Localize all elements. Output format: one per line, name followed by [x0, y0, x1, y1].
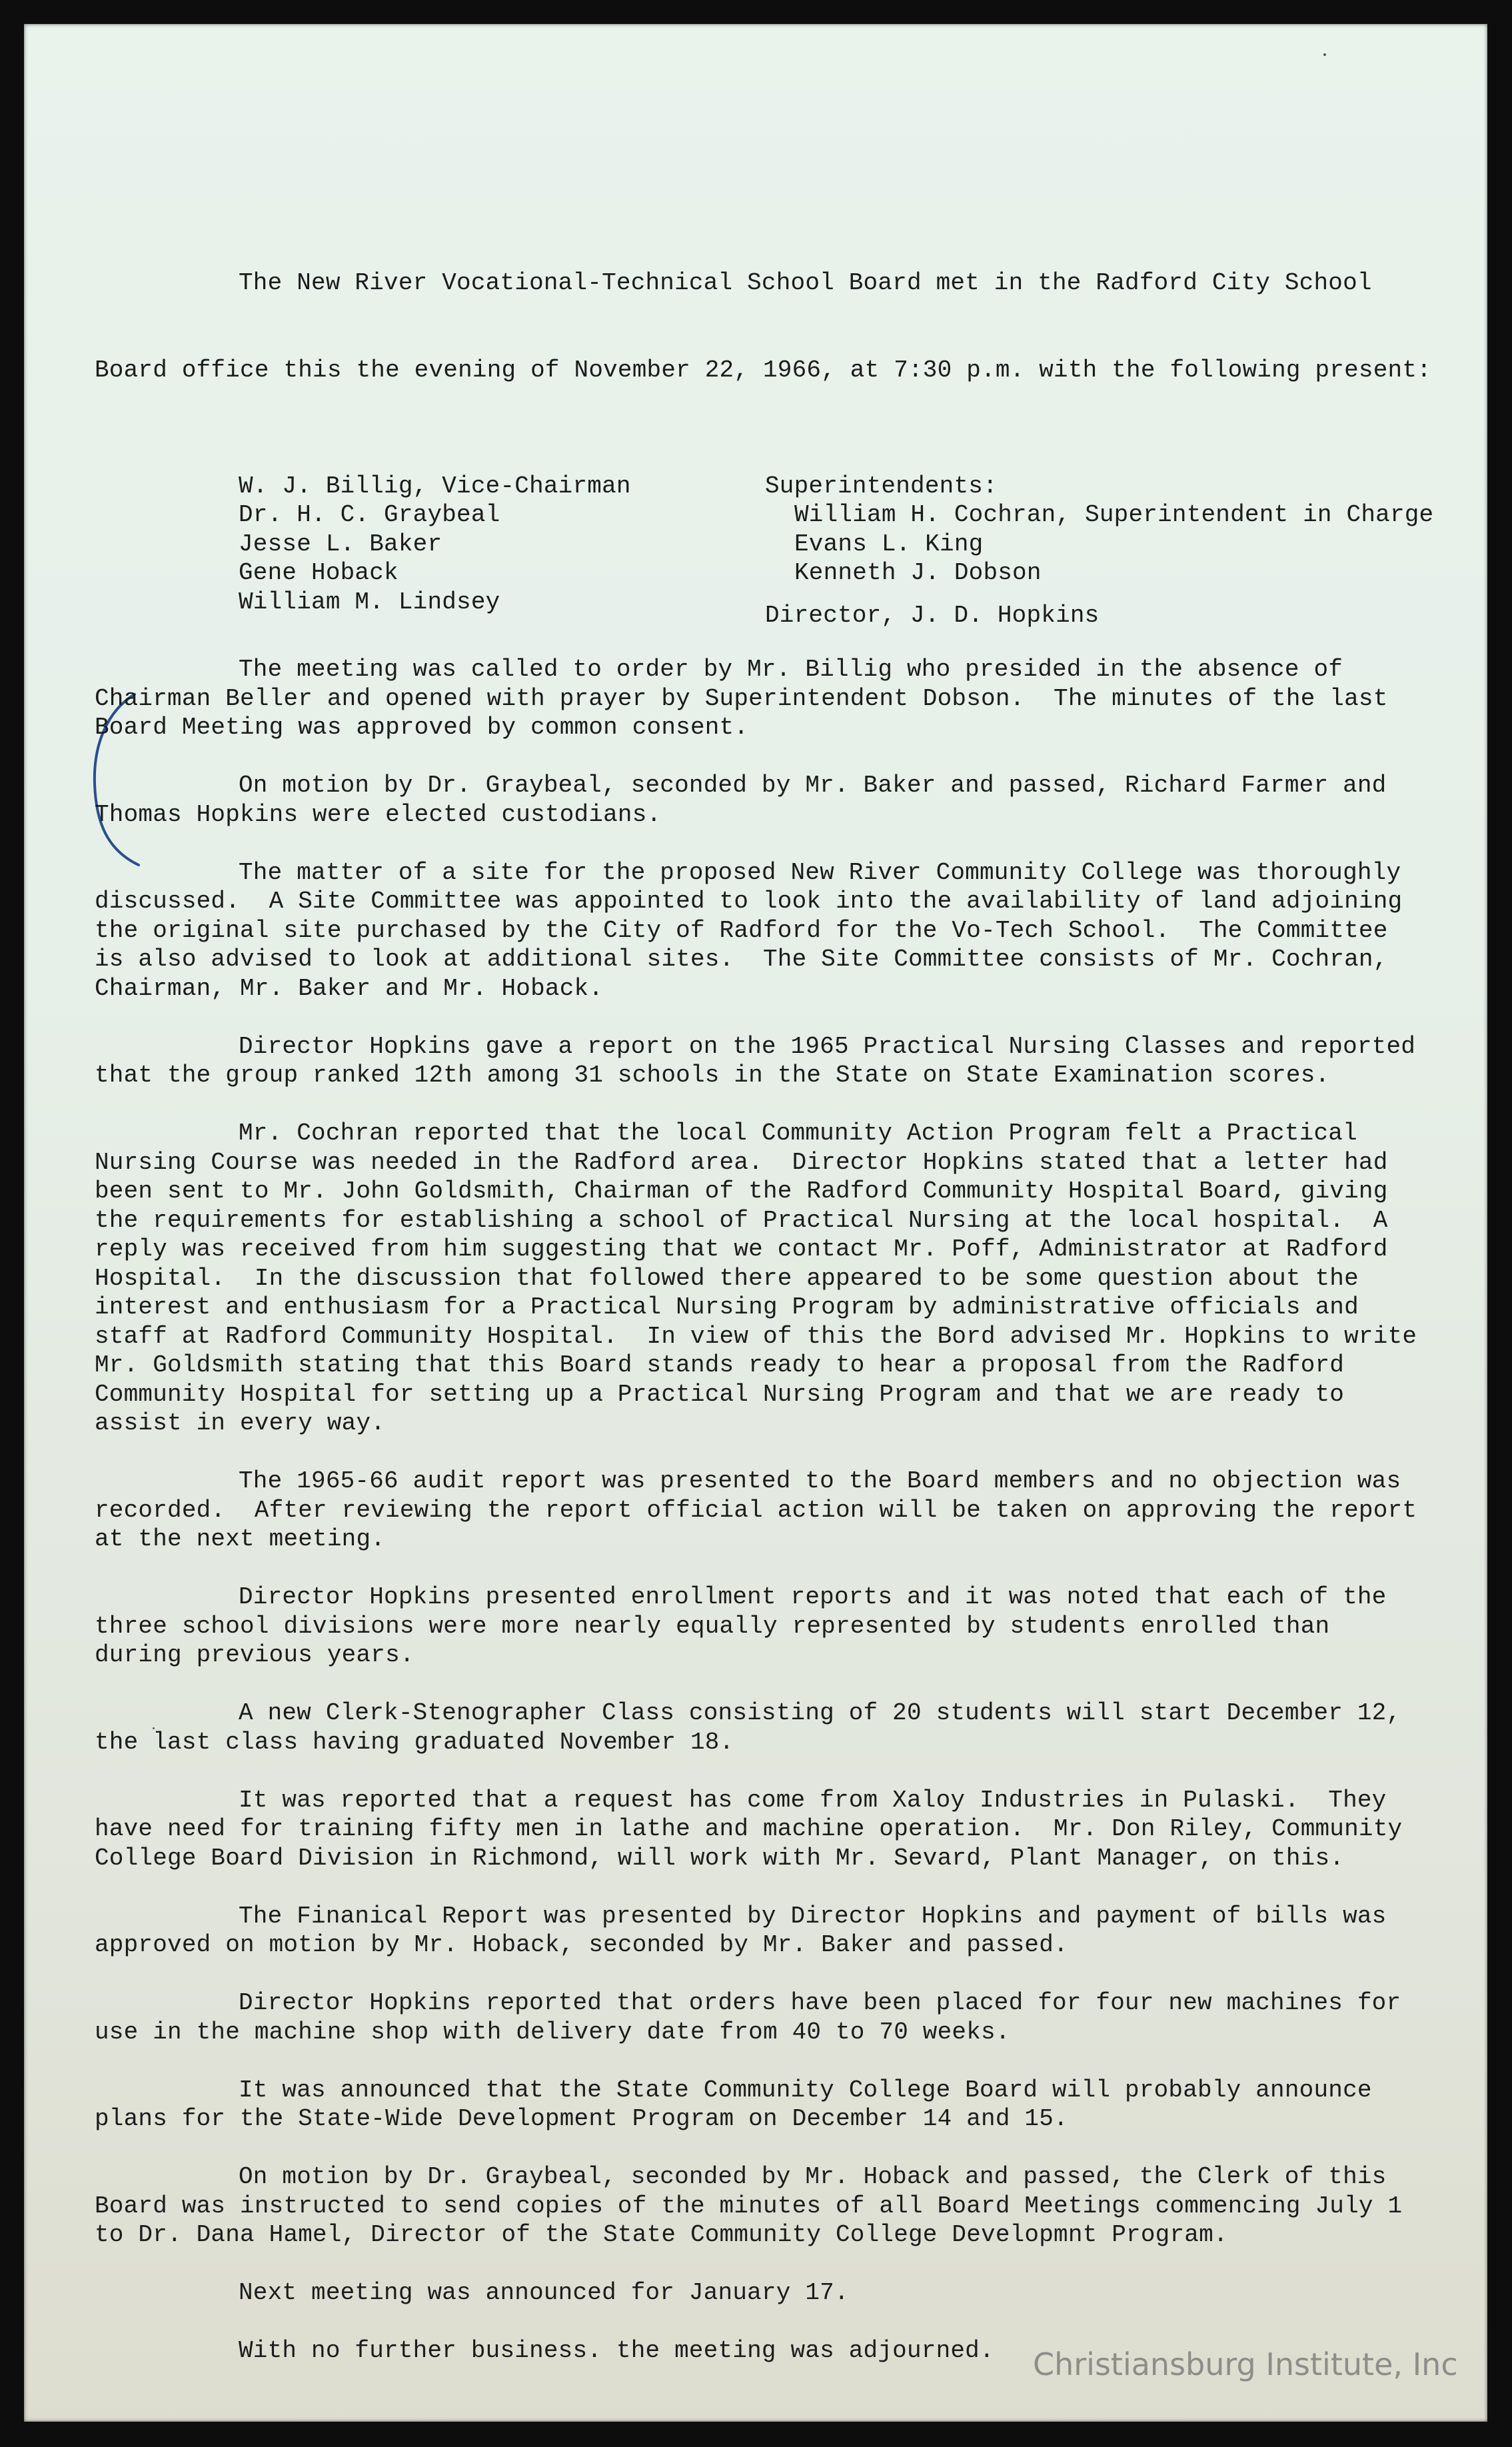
text-line: The matter of a site for the proposed New River Community College was thoroughly: [239, 858, 1401, 886]
attendance-block: [95, 472, 1447, 629]
member-name: W. J. Billig, Vice-Chairman: [239, 472, 631, 500]
text-line: Board was instructed to send copies of the minutes of all Board Meetings commencing July 1: [95, 2192, 1403, 2220]
text-line: assist in every way.: [95, 1409, 386, 1437]
text-line: plans for the State-Wide Development Program on December 14 and 15.: [95, 2105, 1068, 2132]
text-line: On motion by Dr. Graybeal, seconded by Mr. Hoback and passed, the Clerk of this: [239, 2163, 1387, 2190]
minutes-paragraph: [95, 2278, 1447, 2308]
minutes-paragraph: [95, 1583, 1447, 1670]
paper-speck: [1323, 53, 1326, 56]
minutes-paragraph: [95, 858, 1447, 1004]
text-line: that the group ranked 12th among 31 schools in the State on State Examination scores.: [95, 1062, 1330, 1089]
minutes-paragraph: [95, 2162, 1447, 2250]
text-line: use in the machine shop with delivery date from 40 to 70 weeks.: [95, 2018, 1010, 2046]
member-name: Jesse L. Baker: [239, 530, 442, 558]
text-line: Nursing Course was needed in the Radford area. Director Hopkins stated that a letter had: [95, 1148, 1388, 1176]
text-line: A new Clerk-Stenographer Class consisting of 20 students will start December 12,: [239, 1699, 1401, 1727]
text-line: three school divisions were more nearly equally represented by students enrolled than: [95, 1612, 1330, 1640]
text-line: the original site purchased by the City of Radford for the Vo-Tech School. The Committee: [95, 916, 1388, 944]
text-line: staff at Radford Community Hospital. In view of this the Bord advised Mr. Hopkins to write: [95, 1322, 1417, 1350]
text-line: Mr. Goldsmith stating that this Board stands ready to hear a proposal from the Radford: [95, 1351, 1345, 1379]
text-line: have need for training fifty men in lathe and machine operation. Mr. Don Riley, Community: [95, 1815, 1403, 1843]
text-line: interest and enthusiasm for a Practical Nursing Program by administrative officials and: [95, 1293, 1359, 1321]
text-line: The meeting was called to order by Mr. Billig who presided in the absence of: [239, 656, 1343, 683]
text-line: Director Hopkins presented enrollment reports and it was noted that each of the: [239, 1583, 1387, 1611]
text-line: On motion by Dr. Graybeal, seconded by Mr. Baker and passed, Richard Farmer and: [239, 772, 1387, 799]
minutes-paragraph: [95, 2076, 1447, 2134]
minutes-paragraph: [95, 655, 1447, 742]
superintendents-block: [765, 472, 1433, 630]
text-line: Chairman, Mr. Baker and Mr. Hoback.: [95, 974, 604, 1002]
text-line: recorded. After reviewing the report official action will be taken on approving the report: [95, 1496, 1417, 1524]
text-line: approved on motion by Mr. Hoback, seconded by Mr. Baker and passed.: [95, 1931, 1068, 1959]
superintendents-list: [765, 500, 1433, 588]
member-name: Gene Hoback: [239, 559, 398, 586]
text-line: to Dr. Dana Hamel, Director of the State Community College Developmnt Program.: [95, 2221, 1228, 2248]
minutes-paragraph: [95, 771, 1447, 829]
minutes-paragraph: [95, 1902, 1447, 1960]
text-line: discussed. A Site Committee was appointed to look into the availability of land adjoining: [95, 888, 1403, 915]
minutes-paragraph: [95, 1032, 1447, 1090]
superintendent-name: William H. Cochran, Superintendent in Charge: [794, 501, 1434, 528]
minutes-paragraph: [95, 1699, 1447, 1757]
text-line: Thomas Hopkins were elected custodians.: [95, 800, 662, 828]
superintendents-label: Superintendents:: [765, 472, 998, 500]
text-line: reply was received from him suggesting that we contact Mr. Poff, Administrator at Radford: [95, 1235, 1388, 1263]
text-line: is also advised to look at additional sites. The Site Committee consists of Mr. Cochran,: [95, 946, 1388, 973]
text-line: Chairman Beller and opened with prayer by Superintendent Dobson. The minutes of the last: [95, 684, 1388, 712]
board-members-list: [239, 472, 631, 617]
text-line: Community Hospital for setting up a Practical Nursing Program and that we are ready to: [95, 1380, 1345, 1408]
text-line: Hospital. In the discussion that followed there appeared to be some question about the: [95, 1264, 1359, 1292]
director-name: Director, J. D. Hopkins: [765, 601, 1100, 629]
member-name: Dr. H. C. Graybeal: [239, 501, 500, 528]
text-line: Mr. Cochran reported that the local Community Action Program felt a Practical: [239, 1120, 1357, 1147]
text-line: during previous years.: [95, 1641, 414, 1669]
text-line: Board office this the evening of November 22, 1966, at 7:30 p.m. with the following present:: [95, 356, 1431, 384]
text-line: at the next meeting.: [95, 1525, 386, 1553]
member-name: William M. Lindsey: [239, 588, 500, 616]
text-line: the last class having graduated November 18.: [95, 1728, 734, 1756]
document-page: [24, 24, 1487, 2422]
text-line: Next meeting was announced for January 17.: [239, 2279, 849, 2306]
text-line: College Board Division in Richmond, will work with Mr. Sevard, Plant Manager, on this.: [95, 1844, 1345, 1872]
minutes-paragraph: [95, 1119, 1447, 1438]
minutes-paragraph: [95, 1467, 1447, 1554]
text-line: Director Hopkins gave a report on the 1965 Practical Nursing Classes and reported: [239, 1032, 1416, 1060]
superintendent-name: Evans L. King: [794, 530, 984, 558]
text-line: It was announced that the State Community College Board will probably announce: [239, 2076, 1372, 2104]
intro-paragraph: [95, 211, 1447, 442]
minutes-paragraphs: [95, 655, 1447, 2366]
watermark-text: Christiansburg Institute, Inc: [1033, 2346, 1458, 2382]
text-line: been sent to Mr. John Goldsmith, Chairman of the Radford Community Hospital Board, giving: [95, 1178, 1388, 1205]
text-line: the requirements for establishing a school of Practical Nursing at the local hospital. A: [95, 1206, 1388, 1234]
text-line: With no further business. the meeting was adjourned.: [239, 2337, 994, 2364]
superintendent-name: Kenneth J. Dobson: [794, 559, 1042, 586]
text-line: The 1965-66 audit report was presented to the Board members and no objection was: [239, 1467, 1401, 1495]
text-line: Board Meeting was approved by common consent.: [95, 714, 749, 741]
text-line: Director Hopkins reported that orders have been placed for four new machines for: [239, 1989, 1401, 2017]
text-line: The New River Vocational-Technical School Board met in the Radford City School: [239, 269, 1372, 297]
minutes-paragraph: [95, 1786, 1447, 1873]
meeting-minutes-body: [95, 211, 1447, 2394]
text-line: It was reported that a request has come from Xaloy Industries in Pulaski. They: [239, 1786, 1387, 1814]
minutes-paragraph: [95, 1989, 1447, 2046]
text-line: The Finanical Report was presented by Director Hopkins and payment of bills was: [239, 1902, 1387, 1930]
